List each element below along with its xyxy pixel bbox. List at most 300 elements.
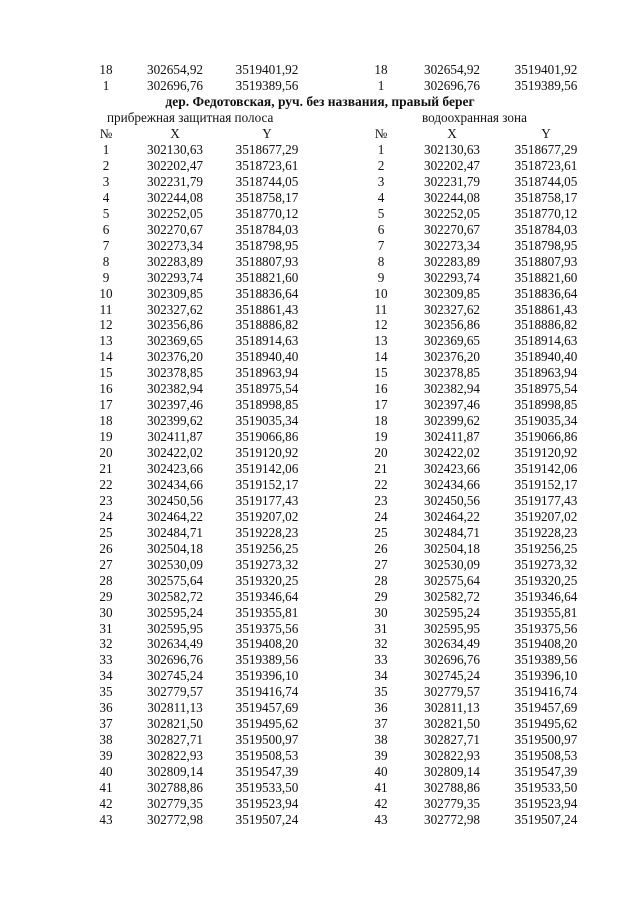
left-point-number: 1 — [102, 142, 110, 157]
left-point-number: 26 — [99, 540, 113, 556]
left-coordinate-x: 302422,02 — [146, 445, 204, 461]
left-point-number: 24 — [99, 508, 113, 524]
left-coordinate-x: 302369,65 — [146, 333, 204, 349]
left-coordinate-x: 302809,14 — [146, 764, 204, 780]
left-coordinate-y: 3519177,43 — [235, 492, 299, 508]
table-row — [0, 191, 640, 207]
right-coordinate-y: 3519177,43 — [514, 492, 578, 508]
right-coordinate-x: 302696,76 — [423, 652, 481, 668]
left-coordinate-y: 3518784,03 — [235, 221, 299, 237]
table-row — [0, 175, 640, 191]
right-coordinate-y: 3519507,24 — [514, 811, 578, 827]
left-coordinate-y: 3519142,06 — [235, 461, 299, 476]
left-point-number: 19 — [99, 429, 113, 445]
right-coordinate-x: 302293,74 — [423, 269, 481, 285]
right-coordinate-x: 302772,98 — [423, 811, 481, 827]
left-coordinate-x: 302827,71 — [146, 732, 204, 748]
right-point-number: 2 — [377, 157, 385, 173]
left-coordinate-x: 302378,85 — [146, 365, 204, 381]
left-point-number: 20 — [99, 445, 113, 461]
left-coordinate-y: 3519408,20 — [235, 636, 299, 652]
left-coordinate-x: 302252,05 — [146, 205, 204, 221]
right-coordinate-x: 302273,34 — [423, 237, 481, 253]
right-coordinate-x: 302422,02 — [423, 445, 481, 461]
right-coordinate-y: 3519228,23 — [514, 524, 578, 540]
left-coordinate-x: 302484,71 — [146, 524, 204, 540]
left-coordinate-y: 3519228,23 — [235, 524, 299, 540]
right-coordinate-y: 3518821,60 — [514, 269, 578, 285]
right-point-number: 28 — [374, 572, 388, 588]
left-point-number: 36 — [99, 700, 113, 716]
right-coordinate-y: 3519401,92 — [514, 62, 578, 77]
left-coordinate-y: 3519355,81 — [235, 604, 299, 620]
left-coordinate-x: 302582,72 — [146, 588, 204, 604]
right-coordinate-y: 3519273,32 — [514, 556, 578, 572]
left-point-number: 16 — [99, 381, 113, 397]
table-row — [0, 287, 640, 303]
right-point-number: 32 — [374, 636, 388, 652]
right-coordinate-y: 3518975,54 — [514, 381, 578, 397]
right-point-number: 41 — [374, 780, 388, 795]
table-row — [0, 542, 640, 558]
left-coordinate-x: 302696,76 — [146, 77, 204, 93]
left-coordinate-y: 3519457,69 — [235, 700, 299, 716]
left-coordinate-x: 302202,47 — [146, 157, 204, 173]
left-coordinate-y: 3518940,40 — [235, 349, 299, 365]
left-point-number: 30 — [99, 604, 113, 620]
left-coordinate-y: 3519320,25 — [235, 572, 299, 588]
right-header-number: № — [374, 126, 388, 141]
left-coordinate-y: 3518821,60 — [235, 269, 299, 285]
right-coordinate-y: 3519547,39 — [514, 764, 578, 780]
right-coordinate-y: 3519207,02 — [514, 508, 578, 524]
left-coordinate-x: 302811,13 — [147, 700, 203, 716]
left-point-number: 8 — [102, 253, 110, 269]
left-coordinate-x: 302654,92 — [146, 62, 204, 77]
right-point-number: 40 — [374, 764, 388, 780]
right-coordinate-y: 3518836,64 — [514, 285, 578, 301]
table-row — [0, 765, 640, 781]
left-coordinate-y: 3519523,94 — [235, 795, 299, 811]
table-row — [0, 223, 640, 239]
left-coordinate-y: 3518770,12 — [235, 205, 299, 221]
left-point-number: 23 — [99, 492, 113, 508]
left-coordinate-x: 302293,74 — [146, 269, 204, 285]
left-point-number: 22 — [99, 476, 113, 492]
left-coordinate-y: 3518998,85 — [235, 397, 299, 413]
right-coordinate-y: 3519416,74 — [514, 684, 578, 700]
table-row — [0, 478, 640, 494]
left-point-number: 38 — [99, 732, 113, 748]
right-coordinate-y: 3519523,94 — [514, 795, 578, 811]
right-coordinate-y: 3519500,97 — [514, 732, 578, 748]
right-coordinate-x: 302450,56 — [423, 492, 481, 508]
right-point-number: 31 — [374, 620, 388, 636]
right-coordinate-x: 302309,85 — [423, 285, 481, 301]
left-point-number: 25 — [99, 524, 113, 540]
left-coordinate-x: 302130,63 — [146, 142, 204, 157]
right-point-number: 10 — [374, 285, 388, 301]
right-coordinate-x: 302270,67 — [423, 221, 481, 237]
left-point-number: 15 — [99, 365, 113, 381]
left-coordinate-x: 302450,56 — [146, 492, 204, 508]
table-row — [0, 685, 640, 701]
left-point-number: 32 — [99, 636, 113, 652]
table-row — [0, 207, 640, 223]
right-point-number: 14 — [374, 349, 388, 365]
right-coordinate-y: 3519389,56 — [514, 77, 578, 93]
right-point-number: 22 — [374, 476, 388, 492]
right-coordinate-y: 3518758,17 — [514, 189, 578, 205]
right-coordinate-y: 3519152,17 — [514, 476, 578, 492]
table-row — [0, 159, 640, 175]
table-row — [0, 526, 640, 542]
left-point-number: 40 — [99, 764, 113, 780]
right-point-number: 38 — [374, 732, 388, 748]
left-point-number: 41 — [99, 780, 113, 795]
right-coordinate-x: 302530,09 — [423, 556, 481, 572]
left-coordinate-x: 302696,76 — [146, 652, 204, 668]
right-coordinate-x: 302779,35 — [423, 795, 481, 811]
left-header-number: № — [99, 126, 113, 141]
left-point-number: 31 — [99, 620, 113, 636]
right-coordinate-y: 3518886,82 — [514, 317, 578, 333]
right-coordinate-y: 3518940,40 — [514, 349, 578, 365]
table-row — [0, 334, 640, 350]
right-point-number: 33 — [374, 652, 388, 668]
left-coordinate-x: 302464,22 — [146, 508, 204, 524]
right-coordinate-x: 302822,93 — [423, 748, 481, 764]
right-coordinate-y: 3518963,94 — [514, 365, 578, 381]
left-coordinate-x: 302595,95 — [146, 620, 204, 636]
right-coordinate-x: 302382,94 — [423, 381, 481, 397]
right-coordinate-y: 3519533,50 — [514, 780, 578, 795]
left-point-number: 4 — [102, 189, 110, 205]
left-point-number: 7 — [102, 237, 110, 253]
left-coordinate-x: 302356,86 — [146, 317, 204, 333]
right-coordinate-x: 302434,66 — [423, 476, 481, 492]
right-coordinate-x: 302423,66 — [423, 461, 481, 476]
right-coordinate-x: 302202,47 — [423, 157, 481, 173]
right-coordinate-y: 3519355,81 — [514, 604, 578, 620]
left-coordinate-y: 3518914,63 — [235, 333, 299, 349]
left-coordinate-x: 302283,89 — [146, 253, 204, 269]
table-row — [0, 797, 640, 813]
table-row — [0, 303, 640, 319]
left-coordinate-x: 302397,46 — [146, 397, 204, 413]
right-point-number: 4 — [377, 189, 385, 205]
right-coordinate-x: 302504,18 — [423, 540, 481, 556]
right-coordinate-y: 3518677,29 — [514, 142, 578, 157]
right-coordinate-y: 3519375,56 — [514, 620, 578, 636]
left-point-number: 5 — [102, 205, 110, 221]
left-coordinate-y: 3519273,32 — [235, 556, 299, 572]
left-point-number: 9 — [102, 269, 110, 285]
right-coordinate-y: 3519346,64 — [514, 588, 578, 604]
right-coordinate-x: 302779,57 — [423, 684, 481, 700]
left-point-number: 27 — [99, 556, 113, 572]
left-point-number: 14 — [99, 349, 113, 365]
table-row — [0, 255, 640, 271]
right-coordinate-y: 3518807,93 — [514, 253, 578, 269]
left-coordinate-y: 3518723,61 — [235, 157, 299, 173]
table-row — [0, 622, 640, 638]
left-coordinate-y: 3518807,93 — [235, 253, 299, 269]
right-coordinate-y: 3519457,69 — [514, 700, 578, 716]
left-coordinate-y: 3519035,34 — [235, 413, 299, 429]
right-coordinate-x: 302575,64 — [423, 572, 481, 588]
left-coordinate-x: 302779,35 — [146, 795, 204, 811]
right-coordinate-y: 3519495,62 — [514, 716, 578, 732]
left-coordinate-y: 3518886,82 — [235, 317, 299, 333]
left-header-x: X — [170, 126, 180, 141]
left-point-number: 3 — [102, 173, 110, 189]
left-point-number: 6 — [102, 221, 110, 237]
left-point-number: 33 — [99, 652, 113, 668]
right-point-number: 23 — [374, 492, 388, 508]
left-coordinate-y: 3519066,86 — [235, 429, 299, 445]
left-coordinate-x: 302376,20 — [146, 349, 204, 365]
table-row — [0, 318, 640, 334]
table-row — [0, 781, 640, 797]
right-point-number: 12 — [374, 317, 388, 333]
continued-row — [0, 63, 640, 79]
right-coordinate-x: 302595,24 — [423, 604, 481, 620]
left-coordinate-y: 3519389,56 — [235, 652, 299, 668]
left-point-number: 12 — [99, 317, 113, 333]
table-row — [0, 701, 640, 717]
left-coordinate-x: 302822,93 — [146, 748, 204, 764]
table-row — [0, 653, 640, 669]
right-point-number: 1 — [377, 77, 385, 93]
left-coordinate-y: 3519507,24 — [235, 811, 299, 827]
right-coordinate-x: 302376,20 — [423, 349, 481, 365]
right-point-number: 36 — [374, 700, 388, 716]
right-point-number: 35 — [374, 684, 388, 700]
right-coordinate-y: 3519408,20 — [514, 636, 578, 652]
right-coordinate-x: 302788,86 — [423, 780, 481, 795]
table-row — [0, 271, 640, 287]
right-coordinate-y: 3519120,92 — [514, 445, 578, 461]
right-point-number: 1 — [377, 142, 385, 157]
left-coordinate-x: 302244,08 — [146, 189, 204, 205]
right-coordinate-x: 302582,72 — [423, 588, 481, 604]
left-point-number: 39 — [99, 748, 113, 764]
left-coordinate-y: 3519375,56 — [235, 620, 299, 636]
right-point-number: 25 — [374, 524, 388, 540]
left-coordinate-y: 3519495,62 — [235, 716, 299, 732]
left-coordinate-y: 3519416,74 — [235, 684, 299, 700]
right-point-number: 16 — [374, 381, 388, 397]
left-point-number: 34 — [99, 668, 113, 684]
right-point-number: 26 — [374, 540, 388, 556]
right-coordinate-x: 302827,71 — [423, 732, 481, 748]
table-row — [0, 446, 640, 462]
right-point-number: 18 — [374, 413, 388, 429]
left-point-number: 35 — [99, 684, 113, 700]
table-row — [0, 414, 640, 430]
left-coordinate-x: 302327,62 — [146, 301, 204, 317]
left-coordinate-x: 302231,79 — [146, 173, 204, 189]
left-coordinate-x: 302821,50 — [146, 716, 204, 732]
table-row — [0, 430, 640, 446]
right-coordinate-y: 3518914,63 — [514, 333, 578, 349]
right-coordinate-y: 3519320,25 — [514, 572, 578, 588]
left-coordinate-y: 3519256,25 — [235, 540, 299, 556]
right-coordinate-x: 302283,89 — [423, 253, 481, 269]
left-coordinate-x: 302434,66 — [146, 476, 204, 492]
right-point-number: 24 — [374, 508, 388, 524]
table-row — [0, 143, 640, 159]
left-coordinate-y: 3519547,39 — [235, 764, 299, 780]
left-point-number: 43 — [99, 811, 113, 827]
right-point-number: 43 — [374, 811, 388, 827]
table-row — [0, 239, 640, 255]
right-point-number: 21 — [374, 461, 388, 476]
left-point-number: 28 — [99, 572, 113, 588]
right-point-number: 3 — [377, 173, 385, 189]
right-coordinate-x: 302654,92 — [423, 62, 481, 77]
table-row — [0, 637, 640, 653]
right-point-number: 20 — [374, 445, 388, 461]
right-coordinate-y: 3518861,43 — [514, 301, 578, 317]
table-row — [0, 462, 640, 478]
left-coordinate-y: 3518798,95 — [235, 237, 299, 253]
right-coordinate-x: 302399,62 — [423, 413, 481, 429]
right-coordinate-x: 302327,62 — [423, 301, 481, 317]
left-coordinate-y: 3518975,54 — [235, 381, 299, 397]
right-coordinate-x: 302634,49 — [423, 636, 481, 652]
right-point-number: 18 — [374, 62, 388, 77]
left-coordinate-y: 3518677,29 — [235, 142, 299, 157]
left-coordinate-y: 3519120,92 — [235, 445, 299, 461]
right-coordinate-x: 302252,05 — [423, 205, 481, 221]
right-point-number: 19 — [374, 429, 388, 445]
left-coordinate-y: 3519396,10 — [235, 668, 299, 684]
right-coordinate-y: 3519035,34 — [514, 413, 578, 429]
right-point-number: 5 — [377, 205, 385, 221]
left-coordinate-x: 302745,24 — [146, 668, 204, 684]
right-coordinate-y: 3518723,61 — [514, 157, 578, 173]
right-coordinate-x: 302369,65 — [423, 333, 481, 349]
right-coordinate-y: 3519066,86 — [514, 429, 578, 445]
table-row — [0, 717, 640, 733]
left-point-number: 18 — [99, 62, 113, 77]
right-coordinate-x: 302378,85 — [423, 365, 481, 381]
right-point-number: 34 — [374, 668, 388, 684]
right-coordinate-x: 302231,79 — [423, 173, 481, 189]
right-point-number: 8 — [377, 253, 385, 269]
right-coordinate-y: 3519389,56 — [514, 652, 578, 668]
left-coordinate-y: 3519401,92 — [235, 62, 299, 77]
left-coordinate-y: 3519346,64 — [235, 588, 299, 604]
left-point-number: 17 — [99, 397, 113, 413]
table-row — [0, 669, 640, 685]
table-row — [0, 558, 640, 574]
table-row — [0, 366, 640, 382]
left-coordinate-x: 302382,94 — [146, 381, 204, 397]
left-coordinate-x: 302504,18 — [146, 540, 204, 556]
table-header-row — [0, 127, 640, 143]
right-point-number: 29 — [374, 588, 388, 604]
table-row — [0, 606, 640, 622]
right-point-number: 9 — [377, 269, 385, 285]
continued-row — [0, 79, 640, 95]
right-coordinate-y: 3518744,05 — [514, 173, 578, 189]
left-coordinate-y: 3519389,56 — [235, 77, 299, 93]
right-point-number: 42 — [374, 795, 388, 811]
left-point-number: 10 — [99, 285, 113, 301]
right-point-number: 37 — [374, 716, 388, 732]
right-point-number: 17 — [374, 397, 388, 413]
left-coordinate-y: 3518861,43 — [235, 301, 299, 317]
right-coordinate-y: 3518770,12 — [514, 205, 578, 221]
left-point-number: 2 — [102, 157, 110, 173]
table-row — [0, 749, 640, 765]
table-row — [0, 574, 640, 590]
left-coordinate-y: 3518963,94 — [235, 365, 299, 381]
left-coordinate-y: 3519152,17 — [235, 476, 299, 492]
left-point-number: 1 — [102, 77, 110, 93]
left-coordinate-x: 302411,87 — [147, 429, 203, 445]
right-coordinate-y: 3519256,25 — [514, 540, 578, 556]
left-coordinate-y: 3519500,97 — [235, 732, 299, 748]
left-coordinate-y: 3518836,64 — [235, 285, 299, 301]
table-row — [0, 398, 640, 414]
left-coordinate-y: 3519508,53 — [235, 748, 299, 764]
right-coordinate-x: 302411,87 — [424, 429, 480, 445]
right-coordinate-y: 3519142,06 — [514, 461, 578, 476]
left-header-y: Y — [262, 126, 272, 141]
table-row — [0, 494, 640, 510]
left-coordinate-x: 302530,09 — [146, 556, 204, 572]
right-point-number: 30 — [374, 604, 388, 620]
right-coordinate-x: 302821,50 — [423, 716, 481, 732]
left-coordinate-x: 302788,86 — [146, 780, 204, 795]
left-point-number: 37 — [99, 716, 113, 732]
right-coordinate-x: 302696,76 — [423, 77, 481, 93]
left-point-number: 13 — [99, 333, 113, 349]
table-row — [0, 733, 640, 749]
right-point-number: 11 — [374, 301, 388, 317]
table-row — [0, 813, 640, 829]
right-coordinate-x: 302244,08 — [423, 189, 481, 205]
section-title: дер. Федотовская, руч. без названия, правый берег — [165, 94, 475, 109]
right-point-number: 27 — [374, 556, 388, 572]
right-coordinate-y: 3518784,03 — [514, 221, 578, 237]
right-coordinate-y: 3518998,85 — [514, 397, 578, 413]
right-table-subtitle: водоохранная зона — [422, 110, 527, 125]
table-row — [0, 350, 640, 366]
right-point-number: 6 — [377, 221, 385, 237]
left-coordinate-y: 3518744,05 — [235, 173, 299, 189]
left-coordinate-x: 302273,34 — [146, 237, 204, 253]
right-coordinate-x: 302484,71 — [423, 524, 481, 540]
left-coordinate-x: 302270,67 — [146, 221, 204, 237]
right-point-number: 15 — [374, 365, 388, 381]
right-coordinate-x: 302130,63 — [423, 142, 481, 157]
right-coordinate-x: 302745,24 — [423, 668, 481, 684]
left-coordinate-y: 3519533,50 — [235, 780, 299, 795]
table-row — [0, 382, 640, 398]
left-coordinate-x: 302779,57 — [146, 684, 204, 700]
right-point-number: 39 — [374, 748, 388, 764]
left-coordinate-x: 302575,64 — [146, 572, 204, 588]
left-coordinate-x: 302399,62 — [146, 413, 204, 429]
right-header-y: Y — [541, 126, 551, 141]
right-coordinate-x: 302811,13 — [424, 700, 480, 716]
left-coordinate-x: 302595,24 — [146, 604, 204, 620]
